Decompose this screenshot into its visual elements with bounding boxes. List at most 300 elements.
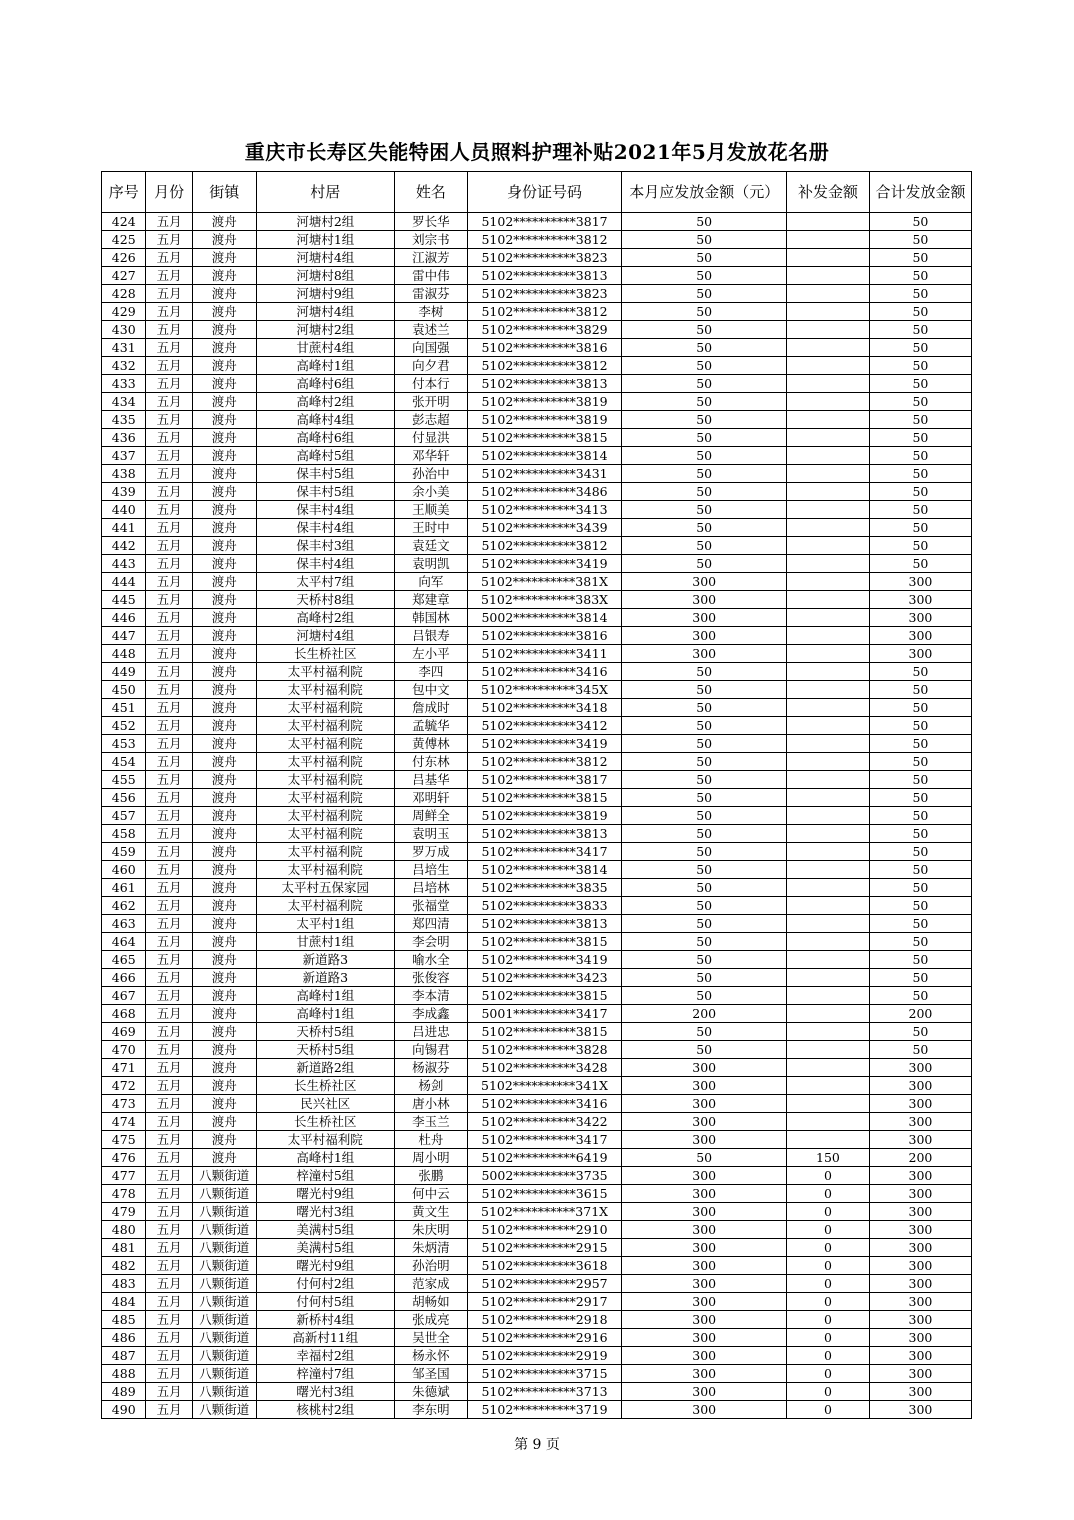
cell-total-amount: 300	[869, 1329, 971, 1347]
cell-total-amount: 300	[869, 627, 971, 645]
cell-back-pay: 0	[787, 1311, 870, 1329]
cell-village: 太平村福利院	[256, 1131, 394, 1149]
cell-month: 五月	[146, 843, 192, 861]
cell-month: 五月	[146, 861, 192, 879]
table-row	[102, 843, 972, 861]
cell-month: 五月	[146, 699, 192, 717]
cell-total-amount: 50	[869, 537, 971, 555]
cell-monthly-amount: 50	[622, 555, 787, 573]
cell-back-pay: 0	[787, 1383, 870, 1401]
cell-index: 459	[102, 843, 146, 861]
cell-index: 474	[102, 1113, 146, 1131]
cell-id-number: 5102**********3819	[467, 393, 622, 411]
cell-monthly-amount: 50	[622, 357, 787, 375]
cell-month: 五月	[146, 879, 192, 897]
cell-village: 太平村福利院	[256, 735, 394, 753]
table-row	[102, 1221, 972, 1239]
cell-monthly-amount: 50	[622, 303, 787, 321]
cell-total-amount: 50	[869, 429, 971, 447]
cell-month: 五月	[146, 825, 192, 843]
cell-id-number: 5102**********2915	[467, 1239, 622, 1257]
cell-village: 高峰村2组	[256, 393, 394, 411]
cell-monthly-amount: 50	[622, 1149, 787, 1167]
cell-name: 李本清	[395, 987, 468, 1005]
cell-total-amount: 300	[869, 1095, 971, 1113]
table-row	[102, 1059, 972, 1077]
cell-back-pay	[787, 609, 870, 627]
cell-town: 渡舟	[192, 375, 256, 393]
cell-town: 八颗街道	[192, 1257, 256, 1275]
cell-month: 五月	[146, 231, 192, 249]
cell-village: 甘蔗村4组	[256, 339, 394, 357]
cell-total-amount: 50	[869, 969, 971, 987]
cell-monthly-amount: 50	[622, 879, 787, 897]
cell-monthly-amount: 50	[622, 393, 787, 411]
cell-name: 胡畅如	[395, 1293, 468, 1311]
cell-monthly-amount: 50	[622, 285, 787, 303]
table-row	[102, 1329, 972, 1347]
cell-index: 486	[102, 1329, 146, 1347]
cell-month: 五月	[146, 987, 192, 1005]
cell-id-number: 5102**********3815	[467, 789, 622, 807]
cell-back-pay	[787, 1059, 870, 1077]
cell-name: 包中文	[395, 681, 468, 699]
cell-id-number: 5102**********3833	[467, 897, 622, 915]
cell-town: 八颗街道	[192, 1185, 256, 1203]
cell-back-pay: 0	[787, 1203, 870, 1221]
cell-index: 461	[102, 879, 146, 897]
cell-village: 河塘村9组	[256, 285, 394, 303]
cell-village: 高新村11组	[256, 1329, 394, 1347]
cell-village: 付何村5组	[256, 1293, 394, 1311]
table-row	[102, 681, 972, 699]
cell-index: 443	[102, 555, 146, 573]
cell-town: 渡舟	[192, 753, 256, 771]
cell-monthly-amount: 50	[622, 825, 787, 843]
cell-id-number: 5102**********3812	[467, 231, 622, 249]
cell-name: 袁述兰	[395, 321, 468, 339]
cell-town: 渡舟	[192, 573, 256, 591]
cell-index: 430	[102, 321, 146, 339]
cell-village: 太平村7组	[256, 573, 394, 591]
cell-back-pay	[787, 483, 870, 501]
cell-village: 太平村福利院	[256, 861, 394, 879]
cell-village: 新道路3	[256, 969, 394, 987]
cell-back-pay	[787, 897, 870, 915]
cell-index: 482	[102, 1257, 146, 1275]
cell-back-pay	[787, 375, 870, 393]
table-row	[102, 825, 972, 843]
cell-town: 渡舟	[192, 789, 256, 807]
cell-index: 485	[102, 1311, 146, 1329]
cell-back-pay	[787, 1005, 870, 1023]
table-row	[102, 339, 972, 357]
cell-name: 张开明	[395, 393, 468, 411]
cell-total-amount: 50	[869, 231, 971, 249]
cell-total-amount: 50	[869, 501, 971, 519]
cell-id-number: 5102**********3416	[467, 663, 622, 681]
cell-monthly-amount: 50	[622, 861, 787, 879]
cell-index: 475	[102, 1131, 146, 1149]
cell-month: 五月	[146, 249, 192, 267]
cell-id-number: 5102**********3823	[467, 285, 622, 303]
cell-back-pay: 0	[787, 1185, 870, 1203]
cell-name: 向夕君	[395, 357, 468, 375]
cell-month: 五月	[146, 1239, 192, 1257]
cell-index: 464	[102, 933, 146, 951]
cell-town: 渡舟	[192, 339, 256, 357]
cell-back-pay	[787, 303, 870, 321]
cell-monthly-amount: 50	[622, 843, 787, 861]
table-row	[102, 591, 972, 609]
table-row	[102, 1293, 972, 1311]
cell-village: 高峰村1组	[256, 1005, 394, 1023]
cell-monthly-amount: 50	[622, 411, 787, 429]
cell-total-amount: 50	[869, 771, 971, 789]
cell-month: 五月	[146, 591, 192, 609]
table-row	[102, 303, 972, 321]
cell-total-amount: 200	[869, 1005, 971, 1023]
cell-id-number: 5102**********3419	[467, 555, 622, 573]
cell-id-number: 5102**********371X	[467, 1203, 622, 1221]
cell-town: 渡舟	[192, 1113, 256, 1131]
cell-total-amount: 50	[869, 807, 971, 825]
cell-index: 437	[102, 447, 146, 465]
cell-total-amount: 300	[869, 1365, 971, 1383]
cell-back-pay: 150	[787, 1149, 870, 1167]
cell-village: 太平村五保家园	[256, 879, 394, 897]
cell-monthly-amount: 300	[622, 627, 787, 645]
cell-total-amount: 50	[869, 1041, 971, 1059]
cell-id-number: 5102**********2919	[467, 1347, 622, 1365]
cell-id-number: 5102**********2910	[467, 1221, 622, 1239]
cell-back-pay	[787, 411, 870, 429]
cell-month: 五月	[146, 1311, 192, 1329]
cell-total-amount: 50	[869, 393, 971, 411]
cell-total-amount: 300	[869, 1059, 971, 1077]
table-row	[102, 1023, 972, 1041]
cell-back-pay	[787, 429, 870, 447]
cell-name: 付本行	[395, 375, 468, 393]
cell-village: 太平村福利院	[256, 897, 394, 915]
cell-name: 向国强	[395, 339, 468, 357]
cell-name: 李东明	[395, 1401, 468, 1419]
cell-back-pay	[787, 1113, 870, 1131]
cell-monthly-amount: 50	[622, 267, 787, 285]
cell-id-number: 5102**********3813	[467, 915, 622, 933]
cell-index: 435	[102, 411, 146, 429]
cell-monthly-amount: 50	[622, 483, 787, 501]
cell-town: 渡舟	[192, 411, 256, 429]
table-row	[102, 1311, 972, 1329]
cell-back-pay	[787, 573, 870, 591]
cell-back-pay	[787, 987, 870, 1005]
cell-back-pay	[787, 699, 870, 717]
cell-monthly-amount: 50	[622, 897, 787, 915]
cell-index: 449	[102, 663, 146, 681]
cell-month: 五月	[146, 663, 192, 681]
table-row	[102, 321, 972, 339]
cell-total-amount: 50	[869, 285, 971, 303]
cell-village: 保丰村4组	[256, 501, 394, 519]
cell-id-number: 5102**********3417	[467, 843, 622, 861]
column-header-id-number: 身份证号码	[467, 172, 622, 213]
table-row	[102, 285, 972, 303]
cell-id-number: 5102**********3828	[467, 1041, 622, 1059]
cell-total-amount: 50	[869, 825, 971, 843]
cell-village: 付何村2组	[256, 1275, 394, 1293]
cell-month: 五月	[146, 501, 192, 519]
cell-monthly-amount: 300	[622, 573, 787, 591]
cell-monthly-amount: 50	[622, 717, 787, 735]
cell-town: 八颗街道	[192, 1293, 256, 1311]
cell-total-amount: 50	[869, 915, 971, 933]
cell-index: 460	[102, 861, 146, 879]
table-row	[102, 1401, 972, 1419]
cell-month: 五月	[146, 969, 192, 987]
cell-town: 渡舟	[192, 393, 256, 411]
cell-index: 490	[102, 1401, 146, 1419]
column-header-month: 月份	[146, 172, 192, 213]
cell-index: 487	[102, 1347, 146, 1365]
cell-monthly-amount: 300	[622, 1293, 787, 1311]
cell-month: 五月	[146, 1293, 192, 1311]
cell-name: 张鹏	[395, 1167, 468, 1185]
cell-monthly-amount: 300	[622, 1059, 787, 1077]
cell-id-number: 5102**********2916	[467, 1329, 622, 1347]
cell-month: 五月	[146, 1275, 192, 1293]
cell-back-pay	[787, 465, 870, 483]
cell-total-amount: 50	[869, 1023, 971, 1041]
cell-name: 彭志超	[395, 411, 468, 429]
cell-month: 五月	[146, 933, 192, 951]
cell-id-number: 5102**********3815	[467, 1023, 622, 1041]
cell-village: 美满村5组	[256, 1239, 394, 1257]
table-row	[102, 1257, 972, 1275]
cell-index: 469	[102, 1023, 146, 1041]
cell-back-pay	[787, 645, 870, 663]
cell-town: 渡舟	[192, 969, 256, 987]
cell-monthly-amount: 300	[622, 1185, 787, 1203]
cell-index: 479	[102, 1203, 146, 1221]
table-row	[102, 357, 972, 375]
cell-back-pay	[787, 807, 870, 825]
cell-village: 太平村福利院	[256, 753, 394, 771]
cell-total-amount: 50	[869, 267, 971, 285]
cell-monthly-amount: 300	[622, 591, 787, 609]
cell-town: 渡舟	[192, 321, 256, 339]
cell-monthly-amount: 50	[622, 519, 787, 537]
cell-monthly-amount: 50	[622, 915, 787, 933]
cell-back-pay	[787, 285, 870, 303]
cell-monthly-amount: 300	[622, 1311, 787, 1329]
cell-index: 425	[102, 231, 146, 249]
cell-village: 甘蔗村1组	[256, 933, 394, 951]
cell-village: 太平村福利院	[256, 807, 394, 825]
cell-name: 杜舟	[395, 1131, 468, 1149]
table-row	[102, 393, 972, 411]
cell-back-pay	[787, 879, 870, 897]
cell-id-number: 5102**********345X	[467, 681, 622, 699]
cell-town: 渡舟	[192, 447, 256, 465]
cell-town: 渡舟	[192, 771, 256, 789]
cell-town: 渡舟	[192, 591, 256, 609]
cell-monthly-amount: 300	[622, 1131, 787, 1149]
cell-name: 李四	[395, 663, 468, 681]
cell-village: 新道路3	[256, 951, 394, 969]
column-header-index: 序号	[102, 172, 146, 213]
cell-monthly-amount: 50	[622, 465, 787, 483]
table-row	[102, 213, 972, 231]
cell-name: 张福堂	[395, 897, 468, 915]
cell-town: 渡舟	[192, 699, 256, 717]
cell-back-pay	[787, 951, 870, 969]
cell-back-pay	[787, 843, 870, 861]
cell-town: 渡舟	[192, 609, 256, 627]
cell-total-amount: 50	[869, 699, 971, 717]
cell-index: 480	[102, 1221, 146, 1239]
cell-month: 五月	[146, 213, 192, 231]
cell-monthly-amount: 300	[622, 1113, 787, 1131]
cell-village: 高峰村1组	[256, 1149, 394, 1167]
cell-total-amount: 300	[869, 609, 971, 627]
cell-id-number: 5102**********3417	[467, 1131, 622, 1149]
cell-total-amount: 50	[869, 375, 971, 393]
cell-town: 八颗街道	[192, 1365, 256, 1383]
cell-village: 民兴社区	[256, 1095, 394, 1113]
cell-total-amount: 50	[869, 555, 971, 573]
cell-total-amount: 300	[869, 1077, 971, 1095]
cell-monthly-amount: 300	[622, 1095, 787, 1113]
cell-back-pay	[787, 969, 870, 987]
cell-total-amount: 50	[869, 321, 971, 339]
cell-name: 李玉兰	[395, 1113, 468, 1131]
cell-village: 太平村福利院	[256, 663, 394, 681]
cell-month: 五月	[146, 735, 192, 753]
cell-month: 五月	[146, 807, 192, 825]
table-row	[102, 573, 972, 591]
cell-total-amount: 200	[869, 1149, 971, 1167]
cell-name: 杨淑芬	[395, 1059, 468, 1077]
cell-town: 渡舟	[192, 231, 256, 249]
cell-month: 五月	[146, 717, 192, 735]
cell-index: 467	[102, 987, 146, 1005]
cell-id-number: 5102**********3416	[467, 1095, 622, 1113]
cell-monthly-amount: 50	[622, 987, 787, 1005]
cell-town: 渡舟	[192, 735, 256, 753]
cell-monthly-amount: 50	[622, 789, 787, 807]
table-row	[102, 717, 972, 735]
cell-total-amount: 300	[869, 573, 971, 591]
cell-town: 渡舟	[192, 663, 256, 681]
cell-village: 曙光村3组	[256, 1203, 394, 1221]
cell-id-number: 5102**********2918	[467, 1311, 622, 1329]
cell-monthly-amount: 50	[622, 771, 787, 789]
cell-back-pay	[787, 933, 870, 951]
cell-town: 渡舟	[192, 1005, 256, 1023]
cell-village: 曙光村9组	[256, 1185, 394, 1203]
cell-monthly-amount: 300	[622, 645, 787, 663]
cell-monthly-amount: 50	[622, 1023, 787, 1041]
table-row	[102, 411, 972, 429]
table-row	[102, 771, 972, 789]
cell-id-number: 5102**********3814	[467, 861, 622, 879]
header-row	[102, 172, 972, 213]
cell-index: 489	[102, 1383, 146, 1401]
cell-town: 渡舟	[192, 213, 256, 231]
cell-index: 424	[102, 213, 146, 231]
cell-monthly-amount: 50	[622, 501, 787, 519]
cell-name: 余小美	[395, 483, 468, 501]
cell-back-pay	[787, 717, 870, 735]
cell-name: 杨剑	[395, 1077, 468, 1095]
cell-id-number: 5102**********3618	[467, 1257, 622, 1275]
cell-month: 五月	[146, 537, 192, 555]
cell-index: 478	[102, 1185, 146, 1203]
cell-index: 426	[102, 249, 146, 267]
cell-index: 432	[102, 357, 146, 375]
cell-month: 五月	[146, 627, 192, 645]
cell-town: 渡舟	[192, 249, 256, 267]
cell-village: 保丰村4组	[256, 555, 394, 573]
cell-village: 河塘村4组	[256, 249, 394, 267]
cell-village: 河塘村4组	[256, 627, 394, 645]
cell-monthly-amount: 300	[622, 1167, 787, 1185]
cell-id-number: 5102**********341X	[467, 1077, 622, 1095]
cell-month: 五月	[146, 411, 192, 429]
table-row	[102, 1275, 972, 1293]
cell-town: 渡舟	[192, 681, 256, 699]
cell-month: 五月	[146, 753, 192, 771]
cell-town: 渡舟	[192, 1059, 256, 1077]
table-row	[102, 267, 972, 285]
table-row	[102, 1005, 972, 1023]
cell-village: 太平村1组	[256, 915, 394, 933]
cell-village: 保丰村3组	[256, 537, 394, 555]
cell-village: 河塘村8组	[256, 267, 394, 285]
cell-back-pay	[787, 213, 870, 231]
cell-id-number: 5102**********3815	[467, 933, 622, 951]
cell-month: 五月	[146, 1185, 192, 1203]
cell-id-number: 5102**********3817	[467, 771, 622, 789]
cell-back-pay	[787, 789, 870, 807]
cell-town: 渡舟	[192, 1023, 256, 1041]
cell-name: 吕基华	[395, 771, 468, 789]
cell-name: 罗万成	[395, 843, 468, 861]
cell-id-number: 5102**********3719	[467, 1401, 622, 1419]
cell-town: 渡舟	[192, 807, 256, 825]
cell-id-number: 5102**********3813	[467, 267, 622, 285]
cell-village: 幸福村2组	[256, 1347, 394, 1365]
cell-month: 五月	[146, 339, 192, 357]
cell-month: 五月	[146, 393, 192, 411]
cell-back-pay	[787, 393, 870, 411]
cell-village: 天桥村8组	[256, 591, 394, 609]
cell-village: 天桥村5组	[256, 1041, 394, 1059]
cell-month: 五月	[146, 1383, 192, 1401]
cell-index: 434	[102, 393, 146, 411]
cell-month: 五月	[146, 1041, 192, 1059]
cell-name: 王顺美	[395, 501, 468, 519]
cell-month: 五月	[146, 645, 192, 663]
cell-name: 邹圣国	[395, 1365, 468, 1383]
cell-back-pay	[787, 753, 870, 771]
cell-monthly-amount: 300	[622, 1239, 787, 1257]
cell-id-number: 5102**********3419	[467, 951, 622, 969]
table-row	[102, 483, 972, 501]
cell-village: 太平村福利院	[256, 825, 394, 843]
cell-index: 457	[102, 807, 146, 825]
